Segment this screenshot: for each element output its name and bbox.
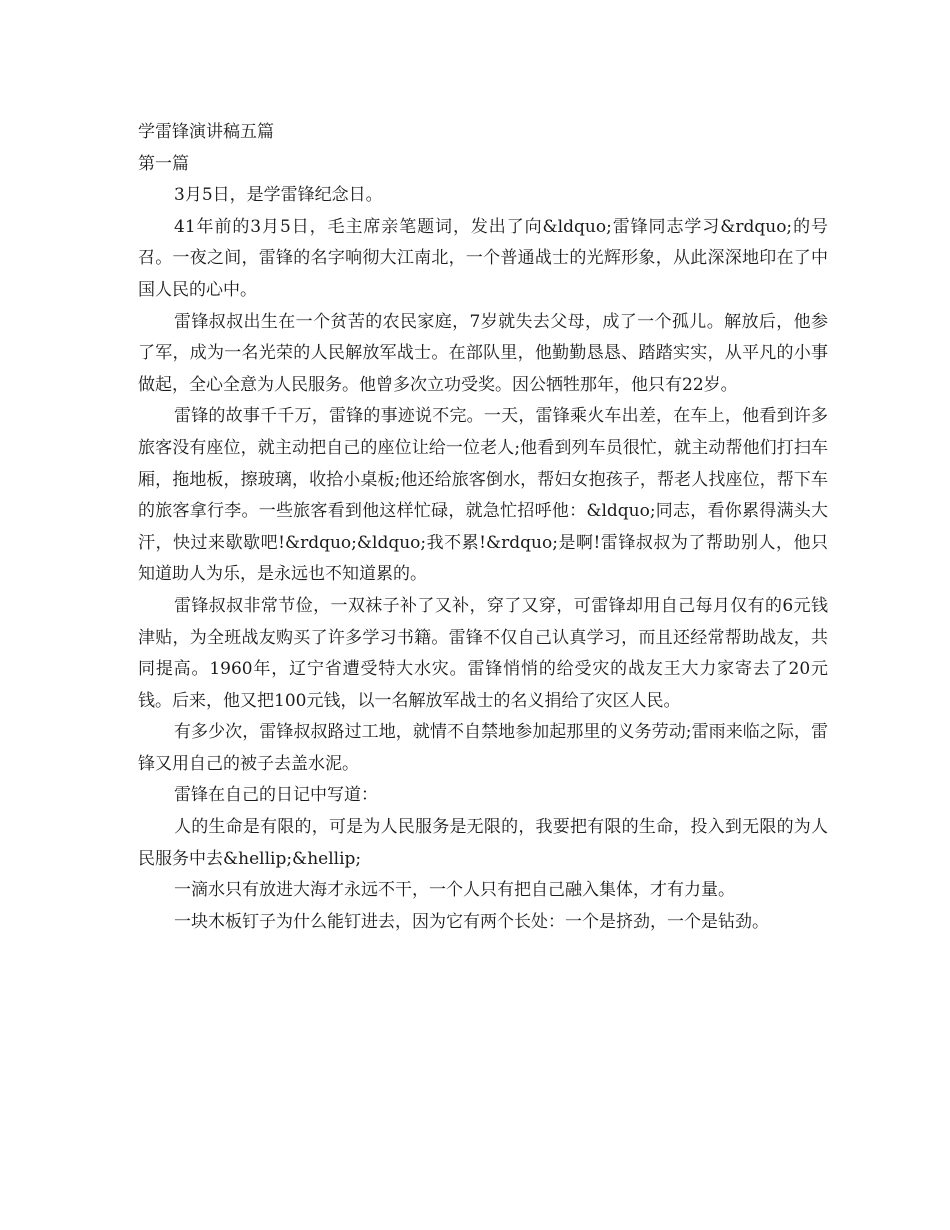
paragraph: 雷锋叔叔出生在一个贫苦的农民家庭，7岁就失去父母，成了一个孤儿。解放后，他参了军，成为一名光荣的人民解放军战士。在部队里，他勤勤恳恳、踏踏实实，从平凡的小事做起，全心全意为人民服务。他曾多次立功受奖。因公牺牲那年，他只有22岁。	[138, 311, 828, 395]
paragraph: 雷锋的故事千千万，雷锋的事迹说不完。一天，雷锋乘火车出差，在车上，他看到许多旅客没有座位，就主动把自己的座位让给一位老人;他看到列车员很忙，就主动帮他们打扫车厢，拖地板，擦玻璃，收拾小桌板;他还给旅客倒水，帮妇女抱孩子，帮老人找座位，帮下车的旅客拿行李。一些旅客看到他这样忙碌，就急忙招呼他：&ldquo;同志，看你累得满头大汗，快过来歇歇吧!&rdquo;&ldquo;我不累!&rdquo;是啊!雷锋叔叔为了帮助别人，他只知道助人为乐，是永远也不知道累的。	[138, 406, 828, 585]
paragraph: 一块木板钉子为什么能钉进去，因为它有两个长处：一个是挤劲，一个是钻劲。	[174, 911, 769, 932]
paragraph: 雷锋在自己的日记中写道：	[174, 785, 378, 806]
section-heading: 第一篇	[138, 153, 189, 174]
document-title: 学雷锋演讲稿五篇	[138, 122, 274, 142]
paragraph: 人的生命是有限的，可是为人民服务是无限的，我要把有限的生命，投入到无限的为人民服务中去&hellip;&hellip;	[138, 817, 828, 869]
paragraph: 雷锋叔叔非常节俭，一双袜子补了又补，穿了又穿，可雷锋却用自己每月仅有的6元钱津贴，为全班战友购买了许多学习书籍。雷锋不仅自己认真学习，而且还经常帮助战友，共同提高。1960年，辽宁省遭受特大水灾。雷锋悄悄的给受灾的战友王大力家寄去了20元钱。后来，他又把100元钱，以一名解放军战士的名义捐给了灾区人民。	[138, 595, 828, 711]
document-body	[138, 117, 828, 938]
paragraph-list	[138, 180, 828, 938]
paragraph: 41年前的3月5日，毛主席亲笔题词，发出了向&ldquo;雷锋同志学习&rdquo;的号召。一夜之间，雷锋的名字响彻大江南北，一个普通战士的光辉形象，从此深深地印在了中国人民的心中。	[138, 216, 828, 300]
paragraph: 一滴水只有放进大海才永远不干，一个人只有把自己融入集体，才有力量。	[174, 880, 735, 901]
paragraph: 3月5日，是学雷锋纪念日。	[174, 185, 383, 206]
paragraph: 有多少次，雷锋叔叔路过工地，就情不自禁地参加起那里的义务劳动;雷雨来临之际，雷锋又用自己的被子去盖水泥。	[138, 722, 828, 774]
